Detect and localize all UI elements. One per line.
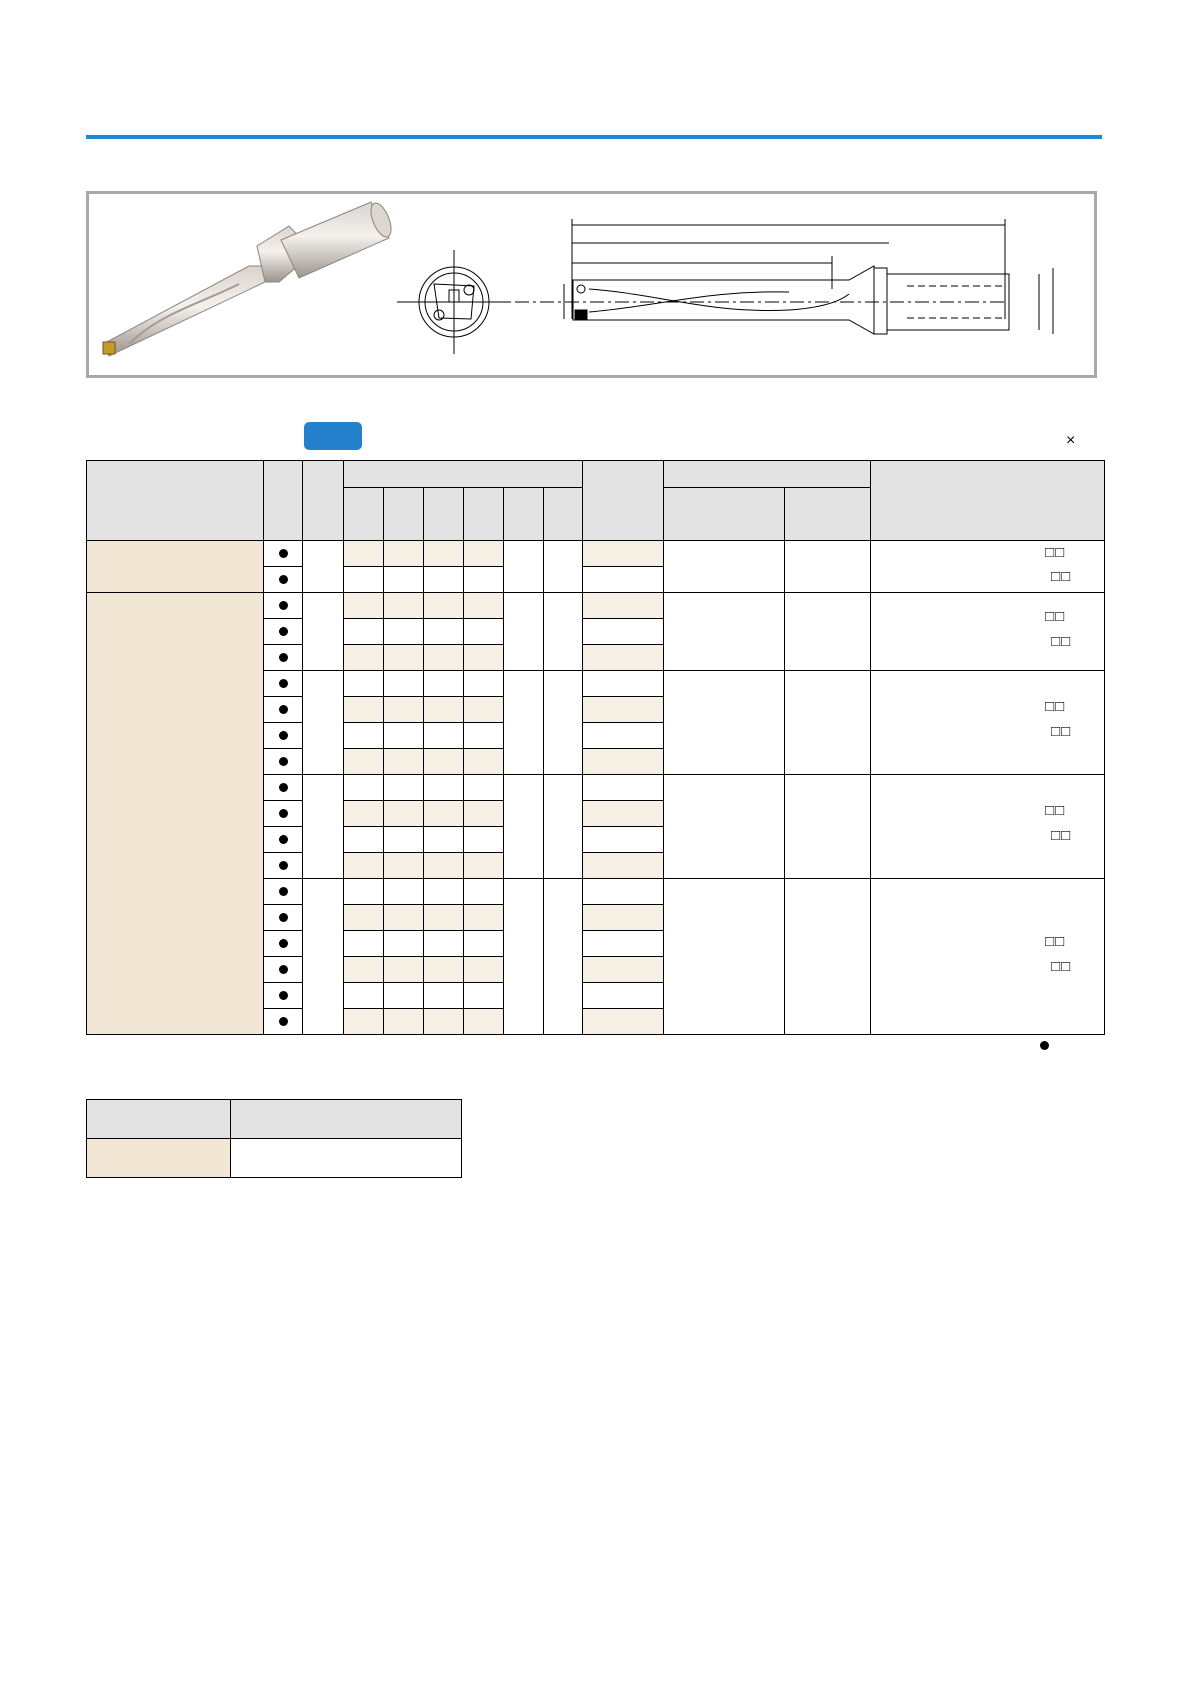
dim-cell xyxy=(464,567,504,593)
insert-code-boxes: □□ xyxy=(1051,827,1072,844)
dim-cell xyxy=(384,697,424,723)
type-cell xyxy=(303,593,344,671)
order-number-cell xyxy=(87,853,264,879)
weight-cell xyxy=(583,853,664,879)
header-cell-dim xyxy=(504,488,544,541)
order-number-cell xyxy=(87,645,264,671)
type-cell xyxy=(303,671,344,775)
header-cell-dim xyxy=(384,488,424,541)
header-cell-dim xyxy=(464,488,504,541)
part-cell xyxy=(785,671,871,775)
stock-dot-icon xyxy=(279,991,288,1000)
insert-code-boxes: □□ xyxy=(1051,723,1072,740)
dim-cell xyxy=(424,749,464,775)
dim-cell xyxy=(344,619,384,645)
header-cell-stock xyxy=(264,461,303,541)
dim-cell xyxy=(384,619,424,645)
dim-cell xyxy=(464,983,504,1009)
dim-cell xyxy=(384,983,424,1009)
dim-cell xyxy=(344,541,384,567)
dim-cell xyxy=(504,879,544,1035)
weight-cell xyxy=(583,567,664,593)
dim-cell xyxy=(544,671,583,775)
header-cell-dimensions xyxy=(344,461,583,488)
dim-cell xyxy=(424,697,464,723)
order-number-cell xyxy=(87,931,264,957)
dim-cell xyxy=(424,827,464,853)
dim-cell xyxy=(344,645,384,671)
dim-cell xyxy=(384,853,424,879)
dim-cell xyxy=(424,879,464,905)
stock-dot-icon xyxy=(279,601,288,610)
stock-indicator xyxy=(264,775,303,801)
dim-cell xyxy=(344,957,384,983)
stock-indicator xyxy=(264,827,303,853)
dim-cell xyxy=(504,593,544,671)
weight-cell xyxy=(583,983,664,1009)
type-cell xyxy=(303,775,344,879)
dim-cell xyxy=(424,671,464,697)
weight-cell xyxy=(583,905,664,931)
dim-cell xyxy=(464,645,504,671)
part-cell xyxy=(785,879,871,1035)
insert-cell xyxy=(871,541,1105,593)
header-cell-dim xyxy=(424,488,464,541)
dim-cell xyxy=(424,619,464,645)
weight-cell xyxy=(583,749,664,775)
dim-cell xyxy=(464,749,504,775)
dim-cell xyxy=(344,723,384,749)
part-cell xyxy=(664,671,785,775)
dim-cell xyxy=(344,853,384,879)
legend-description-cell xyxy=(231,1139,462,1178)
legend-header-cell xyxy=(231,1100,462,1139)
dim-cell xyxy=(424,723,464,749)
order-number-cell xyxy=(87,827,264,853)
weight-cell xyxy=(583,593,664,619)
stock-indicator xyxy=(264,957,303,983)
insert-code-boxes: □□ xyxy=(1045,608,1066,625)
order-number-cell xyxy=(87,723,264,749)
dim-cell xyxy=(344,567,384,593)
part-cell xyxy=(664,879,785,1035)
insert-code-boxes: □□ xyxy=(1045,544,1066,561)
dim-cell xyxy=(384,905,424,931)
dim-cell xyxy=(384,723,424,749)
stock-indicator xyxy=(264,541,303,567)
weight-cell xyxy=(583,827,664,853)
stock-indicator xyxy=(264,905,303,931)
order-number-cell xyxy=(87,567,264,593)
product-specification-table xyxy=(86,460,1105,1035)
dim-cell xyxy=(384,879,424,905)
legend-color-cell xyxy=(87,1139,231,1178)
stock-dot-icon xyxy=(279,627,288,636)
dim-cell xyxy=(384,671,424,697)
dim-cell xyxy=(544,541,583,593)
dim-cell xyxy=(464,905,504,931)
part-cell xyxy=(664,593,785,671)
insert-code-boxes: □□ xyxy=(1045,933,1066,950)
weight-cell xyxy=(583,931,664,957)
stock-indicator xyxy=(264,697,303,723)
legend-header-cell xyxy=(87,1100,231,1139)
dim-cell xyxy=(344,697,384,723)
stock-dot-icon xyxy=(279,887,288,896)
dim-cell xyxy=(424,567,464,593)
header-cell-part xyxy=(785,488,871,541)
stock-indicator xyxy=(264,801,303,827)
stock-indicator xyxy=(264,671,303,697)
dim-cell xyxy=(344,749,384,775)
order-number-cell xyxy=(87,593,264,619)
stock-indicator xyxy=(264,567,303,593)
stock-dot-icon xyxy=(279,1017,288,1026)
dim-cell xyxy=(424,775,464,801)
header-cell-order-number xyxy=(87,461,264,541)
dim-cell xyxy=(424,853,464,879)
dim-cell xyxy=(464,775,504,801)
series-badge xyxy=(304,422,362,450)
side-view-drawing xyxy=(515,219,1053,334)
stock-dot-icon xyxy=(279,809,288,818)
dim-cell xyxy=(504,671,544,775)
insert-code-boxes: □□ xyxy=(1045,802,1066,819)
drill-illustration xyxy=(89,194,1094,375)
part-cell xyxy=(785,541,871,593)
insert-cell xyxy=(871,671,1105,775)
weight-cell xyxy=(583,645,664,671)
stock-dot-icon xyxy=(279,731,288,740)
dim-cell xyxy=(344,827,384,853)
dim-cell xyxy=(344,801,384,827)
dim-cell xyxy=(384,931,424,957)
dim-cell xyxy=(384,957,424,983)
header-cell-insert xyxy=(871,461,1105,541)
order-number-cell xyxy=(87,697,264,723)
insert-cell xyxy=(871,593,1105,671)
stock-indicator xyxy=(264,879,303,905)
insert-code-boxes: □□ xyxy=(1051,958,1072,975)
weight-cell xyxy=(583,697,664,723)
multiply-sign: × xyxy=(1066,432,1076,449)
insert-code-boxes: □□ xyxy=(1051,633,1072,650)
stock-dot-icon xyxy=(279,653,288,662)
dim-cell xyxy=(344,905,384,931)
stock-dot-icon xyxy=(279,835,288,844)
order-number-cell xyxy=(87,905,264,931)
order-number-cell xyxy=(87,879,264,905)
dim-cell xyxy=(424,957,464,983)
order-number-cell xyxy=(87,619,264,645)
dim-cell xyxy=(384,775,424,801)
dim-cell xyxy=(384,827,424,853)
dim-cell xyxy=(424,645,464,671)
order-number-cell xyxy=(87,541,264,567)
dim-cell xyxy=(424,593,464,619)
dim-cell xyxy=(464,723,504,749)
stock-indicator xyxy=(264,593,303,619)
header-cell-dim xyxy=(344,488,384,541)
dim-cell xyxy=(384,593,424,619)
dim-cell xyxy=(464,1009,504,1035)
dim-cell xyxy=(464,853,504,879)
order-number-cell xyxy=(87,671,264,697)
header-cell-parts xyxy=(664,461,871,488)
stock-dot-icon xyxy=(279,861,288,870)
dim-cell xyxy=(504,541,544,593)
dim-cell xyxy=(544,775,583,879)
stock-indicator xyxy=(264,619,303,645)
dim-cell xyxy=(384,645,424,671)
stock-dot-icon xyxy=(279,679,288,688)
stock-dot-icon xyxy=(279,575,288,584)
dim-cell xyxy=(384,567,424,593)
dim-cell xyxy=(424,541,464,567)
dim-cell xyxy=(464,541,504,567)
dim-cell xyxy=(424,905,464,931)
type-cell xyxy=(303,541,344,593)
dim-cell xyxy=(464,593,504,619)
dim-cell xyxy=(464,619,504,645)
stock-indicator xyxy=(264,931,303,957)
end-view-drawing xyxy=(397,250,511,354)
dim-cell xyxy=(344,671,384,697)
order-number-cell xyxy=(87,801,264,827)
weight-cell xyxy=(583,723,664,749)
stock-dot-icon xyxy=(279,705,288,714)
dim-cell xyxy=(344,983,384,1009)
stock-dot-icon xyxy=(279,913,288,922)
dim-cell xyxy=(464,671,504,697)
stock-dot-icon xyxy=(279,965,288,974)
stock-dot-icon xyxy=(279,757,288,766)
stock-indicator xyxy=(264,749,303,775)
dim-cell xyxy=(344,1009,384,1035)
type-cell xyxy=(303,879,344,1035)
insert-cell xyxy=(871,879,1105,1035)
insert-cell xyxy=(871,775,1105,879)
order-number-cell xyxy=(87,983,264,1009)
header-rule xyxy=(86,135,1102,139)
stock-dot-icon xyxy=(279,939,288,948)
dim-cell xyxy=(424,801,464,827)
header-cell-part xyxy=(664,488,785,541)
dim-cell xyxy=(344,879,384,905)
insert-code-boxes: □□ xyxy=(1051,568,1072,585)
weight-cell xyxy=(583,879,664,905)
dim-cell xyxy=(384,749,424,775)
order-number-cell xyxy=(87,775,264,801)
product-figure-box xyxy=(86,191,1097,378)
part-cell xyxy=(785,593,871,671)
dim-cell xyxy=(344,931,384,957)
dim-cell xyxy=(384,1009,424,1035)
dim-cell xyxy=(384,801,424,827)
stock-indicator xyxy=(264,983,303,1009)
part-cell xyxy=(785,775,871,879)
dim-cell xyxy=(544,593,583,671)
dim-cell xyxy=(424,1009,464,1035)
dim-cell xyxy=(424,983,464,1009)
weight-cell xyxy=(583,957,664,983)
dim-cell xyxy=(464,827,504,853)
weight-cell xyxy=(583,775,664,801)
weight-cell xyxy=(583,671,664,697)
part-cell xyxy=(664,775,785,879)
order-number-cell xyxy=(87,1009,264,1035)
stock-indicator xyxy=(264,645,303,671)
header-cell-dim xyxy=(544,488,583,541)
stock-dot-icon xyxy=(279,549,288,558)
weight-cell xyxy=(583,619,664,645)
dim-cell xyxy=(504,775,544,879)
dim-cell xyxy=(344,775,384,801)
order-number-cell xyxy=(87,957,264,983)
dim-cell xyxy=(464,801,504,827)
order-number-cell xyxy=(87,749,264,775)
weight-cell xyxy=(583,1009,664,1035)
dim-cell xyxy=(424,931,464,957)
dim-cell xyxy=(464,931,504,957)
stock-dot-icon xyxy=(279,783,288,792)
drill-photo xyxy=(103,200,395,356)
dim-cell xyxy=(464,879,504,905)
dim-cell xyxy=(464,957,504,983)
stock-indicator xyxy=(264,853,303,879)
dim-cell xyxy=(384,541,424,567)
legend-table xyxy=(86,1099,462,1178)
part-cell xyxy=(664,541,785,593)
header-cell-type xyxy=(303,461,344,541)
dim-cell xyxy=(464,697,504,723)
weight-cell xyxy=(583,541,664,567)
dim-cell xyxy=(344,593,384,619)
stock-indicator xyxy=(264,1009,303,1035)
dim-cell xyxy=(544,879,583,1035)
weight-cell xyxy=(583,801,664,827)
header-cell-weight xyxy=(583,461,664,541)
insert-code-boxes: □□ xyxy=(1045,698,1066,715)
stock-legend-dot-icon xyxy=(1040,1041,1049,1050)
stock-indicator xyxy=(264,723,303,749)
